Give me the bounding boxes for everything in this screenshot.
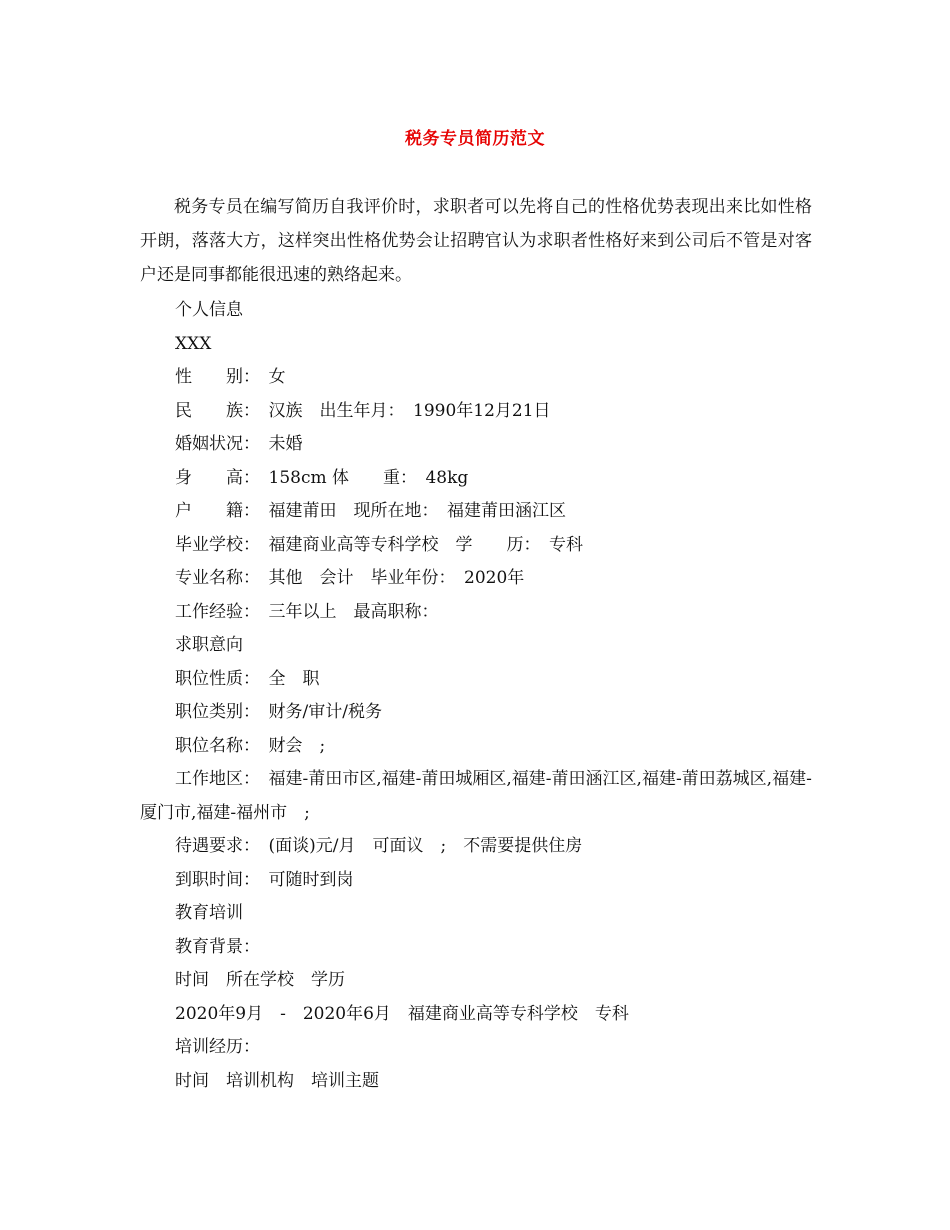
section-heading-personal-info: 个人信息 bbox=[175, 300, 243, 320]
field-work-area: 工作地区： 福建-莆田市区,福建-莆田城厢区,福建-莆田涵江区,福建-莆田荔城区,福建-厦门市,福建-福州市 ; bbox=[140, 769, 812, 823]
field-household-location: 户 籍： 福建莆田 现所在地： 福建莆田涵江区 bbox=[175, 501, 566, 521]
training-table-header: 时间 培训机构 培训主题 bbox=[175, 1070, 379, 1091]
subheading-training-experience: 培训经历： bbox=[175, 1037, 260, 1057]
subheading-education-background: 教育背景： bbox=[175, 936, 260, 957]
field-experience-title: 工作经验： 三年以上 最高职称： bbox=[175, 601, 439, 622]
field-school-degree: 毕业学校： 福建商业高等专科学校 学 历： 专科 bbox=[175, 534, 583, 555]
field-job-nature: 职位性质： 全 职 bbox=[175, 668, 320, 689]
field-salary: 待遇要求： (面谈)元/月 可面议 ; 不需要提供住房 bbox=[175, 836, 583, 856]
document-title: 税务专员简历范文 bbox=[405, 129, 545, 149]
resume-lines bbox=[140, 294, 812, 1098]
section-heading-job-intention: 求职意向 bbox=[175, 635, 243, 655]
field-marital-status: 婚姻状况： 未婚 bbox=[175, 434, 303, 454]
field-job-category: 职位类别： 财务/审计/税务 bbox=[175, 702, 382, 722]
field-job-title: 职位名称： 财会 ; bbox=[175, 735, 326, 756]
field-gender: 性 别： 女 bbox=[175, 367, 286, 387]
field-start-time: 到职时间： 可随时到岗 bbox=[175, 869, 354, 890]
field-height-weight: 身 高： 158cm 体 重： 48kg bbox=[175, 467, 469, 488]
education-row: 2020年9月 - 2020年6月 福建商业高等专科学校 专科 bbox=[175, 1003, 629, 1024]
intro-paragraph: 税务专员在编写简历自我评价时，求职者可以先将自己的性格优势表现出来比如性格开朗，落落大方，这样突出性格优势会让招聘官认为求职者性格好来到公司后不管是对客户还是同事都能很迅速的熟络起来。 bbox=[140, 197, 812, 285]
field-major-graduation: 专业名称： 其他 会计 毕业年份： 2020年 bbox=[175, 568, 525, 588]
section-heading-education-training: 教育培训 bbox=[175, 903, 243, 923]
resume-name: XXX bbox=[175, 333, 212, 354]
education-table-header: 时间 所在学校 学历 bbox=[175, 970, 345, 990]
field-ethnicity-birthdate: 民 族： 汉族 出生年月： 1990年12月21日 bbox=[175, 400, 551, 421]
